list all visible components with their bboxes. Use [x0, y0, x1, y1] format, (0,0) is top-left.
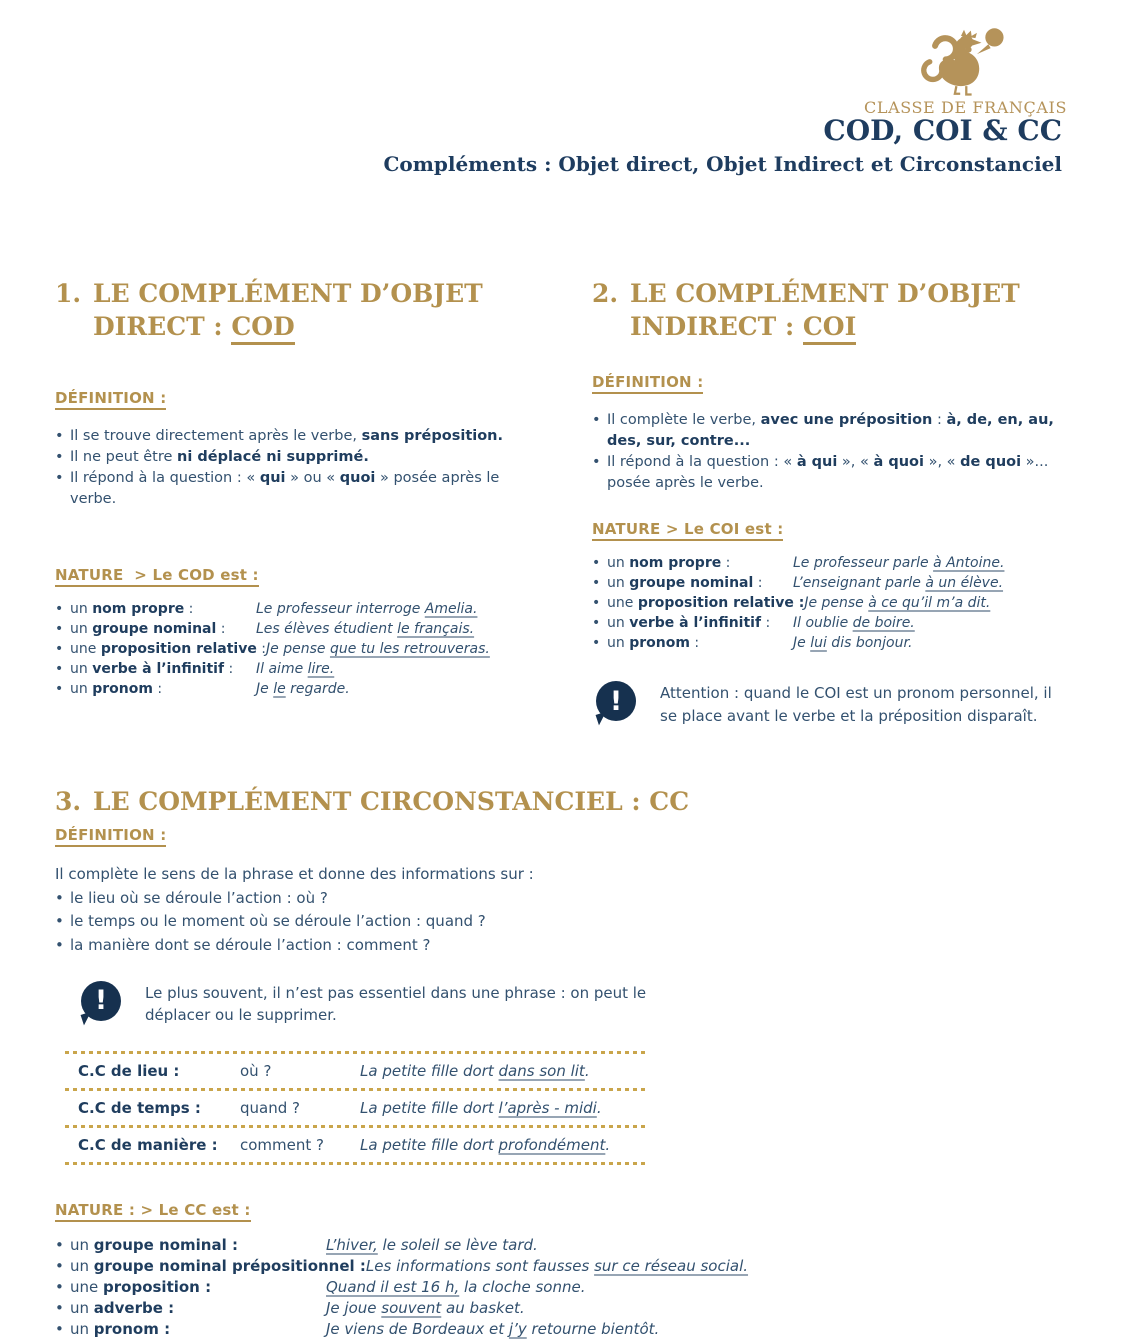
nature-item [592, 574, 1074, 594]
section-title [93, 278, 483, 343]
coi-nature-list [592, 554, 1074, 653]
nature-label: un groupe nominal prépositionnel : [70, 1256, 366, 1275]
brand-logo [864, 26, 1068, 117]
cc-type-label: C.C de temps : [78, 1098, 201, 1117]
section-cod [55, 278, 535, 699]
nature-label: un groupe nominal : [70, 1235, 238, 1254]
nature-example: Je viens de Bordeaux et j’y retourne bientôt. [326, 1319, 660, 1338]
nature-example: Il aime lire. [256, 660, 335, 677]
bullet: • [55, 449, 64, 466]
nature-example: Le professeur parle à Antoine. [793, 555, 1005, 572]
definition-item [55, 468, 535, 510]
nature-label: une proposition : [70, 1277, 212, 1296]
nature-example: Les élèves étudient le français. [256, 620, 475, 637]
cc-example: La petite fille dort dans son lit. [360, 1061, 590, 1080]
section-cc [55, 786, 1067, 1340]
cod-code: COD [231, 312, 294, 345]
nature-label: un adverbe : [70, 1298, 175, 1317]
attention-note-text: Le plus souvent, il n’est pas essentiel dans une phrase : on peut le déplacer ou le supprimer. [145, 983, 647, 1025]
nature-label: un nom propre : [607, 555, 731, 572]
nature-item [592, 614, 1074, 634]
nature-item [55, 1256, 1067, 1277]
exclamation-icon [596, 681, 636, 721]
coi-code: COI [803, 312, 856, 345]
table-row [65, 1091, 647, 1125]
section-number: 1. [55, 279, 82, 308]
cc-example: La petite fille dort profondément. [360, 1135, 611, 1154]
bullet: • [592, 454, 601, 471]
nature-label: un verbe à l’infinitif : [607, 614, 771, 631]
section-number: 3. [55, 787, 82, 816]
bullet: • [592, 574, 601, 591]
definition-item [592, 452, 1074, 494]
attention-note-text: Attention : quand le COI est un pronom personnel, il se place avant le verbe et la préposition disparaît. [660, 684, 1052, 725]
page-title: COD, COI & CC [823, 114, 1062, 147]
cc-type-label: C.C de lieu : [78, 1061, 180, 1080]
nature-label: un pronom : [70, 680, 163, 697]
cod-definition-list [55, 426, 535, 510]
definition-text: Il ne peut être ni déplacé ni supprimé. [70, 449, 369, 466]
table-row [65, 1128, 647, 1162]
bullet: • [55, 601, 64, 618]
bullet: • [592, 555, 601, 572]
definition-text: Il se trouve directement après le verbe, sans préposition. [70, 428, 504, 444]
bullet: • [592, 412, 601, 428]
section-title-line1: LE COMPLÉMENT D’OBJET [93, 279, 483, 308]
bullet: • [55, 1277, 64, 1296]
nature-heading: NATURE : > Le CC est : [55, 1201, 251, 1222]
coi-definition-list [592, 410, 1074, 494]
nature-item [55, 680, 535, 700]
cc-question: comment ? [240, 1135, 324, 1154]
nature-label: un groupe nominal : [70, 620, 226, 637]
cod-nature-list [55, 600, 535, 699]
cc-table [65, 1051, 647, 1165]
bullet: • [592, 614, 601, 631]
bullet: • [55, 935, 64, 954]
section-coi [592, 278, 1074, 727]
cc-definition-intro: Il complète le sens de la phrase et donne des informations sur : [55, 864, 534, 883]
nature-example: Je le regarde. [256, 680, 350, 697]
definition-text: le lieu où se déroule l’action : où ? [70, 889, 328, 907]
section-title-line2: INDIRECT : [630, 311, 803, 341]
definition-text: le temps ou le moment où se déroule l’action : quand ? [70, 912, 486, 931]
bullet: • [55, 1235, 64, 1254]
nature-example: Je pense à ce qu’il m’a dit. [804, 594, 991, 611]
bullet: • [55, 1298, 64, 1317]
nature-item [55, 660, 535, 680]
bullet: • [55, 620, 64, 637]
nature-item [592, 554, 1074, 574]
section-cod-heading [55, 278, 535, 343]
nature-example: Je lui dis bonjour. [793, 634, 913, 651]
exclamation-icon [81, 981, 121, 1021]
nature-heading: NATURE > Le COD est : [55, 566, 259, 587]
page-subtitle: Compléments : Objet direct, Objet Indirect et Circonstanciel [383, 152, 1062, 176]
definition-heading: DÉFINITION : [592, 373, 703, 394]
nature-label: une proposition relative : [70, 640, 267, 657]
definition-heading: DÉFINITION : [55, 389, 166, 410]
nature-example: Quand il est 16 h, la cloche sonne. [326, 1277, 586, 1296]
definition-text: la manière dont se déroule l’action : comment ? [70, 935, 431, 954]
definition-item [55, 426, 535, 447]
nature-example: L’hiver, le soleil se lève tard. [326, 1235, 538, 1254]
bullet: • [55, 1256, 64, 1275]
attention-note-cc [81, 981, 1067, 1027]
cc-definition-list [55, 887, 1067, 957]
bullet: • [592, 634, 601, 651]
bullet: • [55, 428, 64, 444]
bullet: • [55, 1319, 64, 1338]
section-title-line2: DIRECT : [93, 311, 232, 341]
nature-label: un verbe à l’infinitif : [70, 660, 234, 677]
nature-item [592, 594, 1074, 614]
nature-label: un pronom : [607, 634, 700, 651]
section-title-line1: LE COMPLÉMENT D’OBJET [630, 279, 1020, 308]
bullet: • [592, 594, 601, 611]
bullet: • [55, 889, 64, 907]
definition-text: Il répond à la question : « à qui », « à quoi », « de quoi »... posée après le verbe. [607, 454, 1049, 492]
nature-item [55, 600, 535, 620]
rooster-icon [914, 26, 1014, 96]
nature-item [55, 1235, 1067, 1256]
section-cc-heading [55, 786, 1067, 819]
nature-label: un nom propre : [70, 601, 194, 618]
nature-label: un pronom : [70, 1319, 171, 1338]
nature-item [55, 640, 535, 660]
cc-example: La petite fille dort l’après - midi. [360, 1098, 602, 1117]
brand-name: CLASSE DE FRANÇAIS [864, 98, 1068, 117]
nature-label: un groupe nominal : [607, 574, 763, 591]
nature-example: Je joue souvent au basket. [326, 1298, 525, 1317]
definition-item [55, 887, 1067, 910]
section-title [630, 278, 1020, 343]
section-coi-heading [592, 278, 1074, 343]
bullet: • [55, 470, 64, 487]
nature-item [55, 1319, 1067, 1340]
section-title: LE COMPLÉMENT CIRCONSTANCIEL : CC [93, 787, 690, 816]
definition-heading: DÉFINITION : [55, 826, 166, 847]
attention-note-coi [596, 681, 1074, 727]
nature-example: Les informations sont fausses sur ce réseau social. [365, 1256, 749, 1275]
nature-example: Je pense que tu les retrouveras. [266, 640, 490, 657]
dashed-divider [65, 1162, 647, 1165]
nature-example: Le professeur interroge Amelia. [256, 601, 478, 618]
section-number: 2. [592, 279, 619, 308]
nature-item [55, 1277, 1067, 1298]
nature-label: une proposition relative : [607, 594, 805, 611]
nature-item [592, 634, 1074, 654]
nature-example: Il oublie de boire. [793, 614, 915, 631]
nature-example: L’enseignant parle à un élève. [793, 574, 1004, 591]
definition-item [55, 934, 1067, 957]
bullet: • [55, 680, 64, 697]
table-row [65, 1054, 647, 1088]
definition-text: Il complète le verbe, avec une préposition : à, de, en, au, des, sur, contre... [607, 412, 1054, 450]
bullet: • [55, 912, 64, 931]
cc-question: quand ? [240, 1098, 300, 1117]
cc-nature-list [55, 1235, 1067, 1340]
definition-item [55, 447, 535, 468]
definition-text: Il répond à la question : « qui » ou « quoi » posée après le verbe. [70, 470, 500, 508]
cc-question: où ? [240, 1061, 272, 1080]
bullet: • [55, 640, 64, 657]
nature-item [55, 1298, 1067, 1319]
cc-type-label: C.C de manière : [78, 1135, 218, 1154]
document-header [383, 114, 1062, 176]
nature-heading: NATURE > Le COI est : [592, 520, 783, 541]
bullet: • [55, 660, 64, 677]
definition-item [592, 410, 1074, 452]
definition-item [55, 910, 1067, 933]
nature-item [55, 620, 535, 640]
